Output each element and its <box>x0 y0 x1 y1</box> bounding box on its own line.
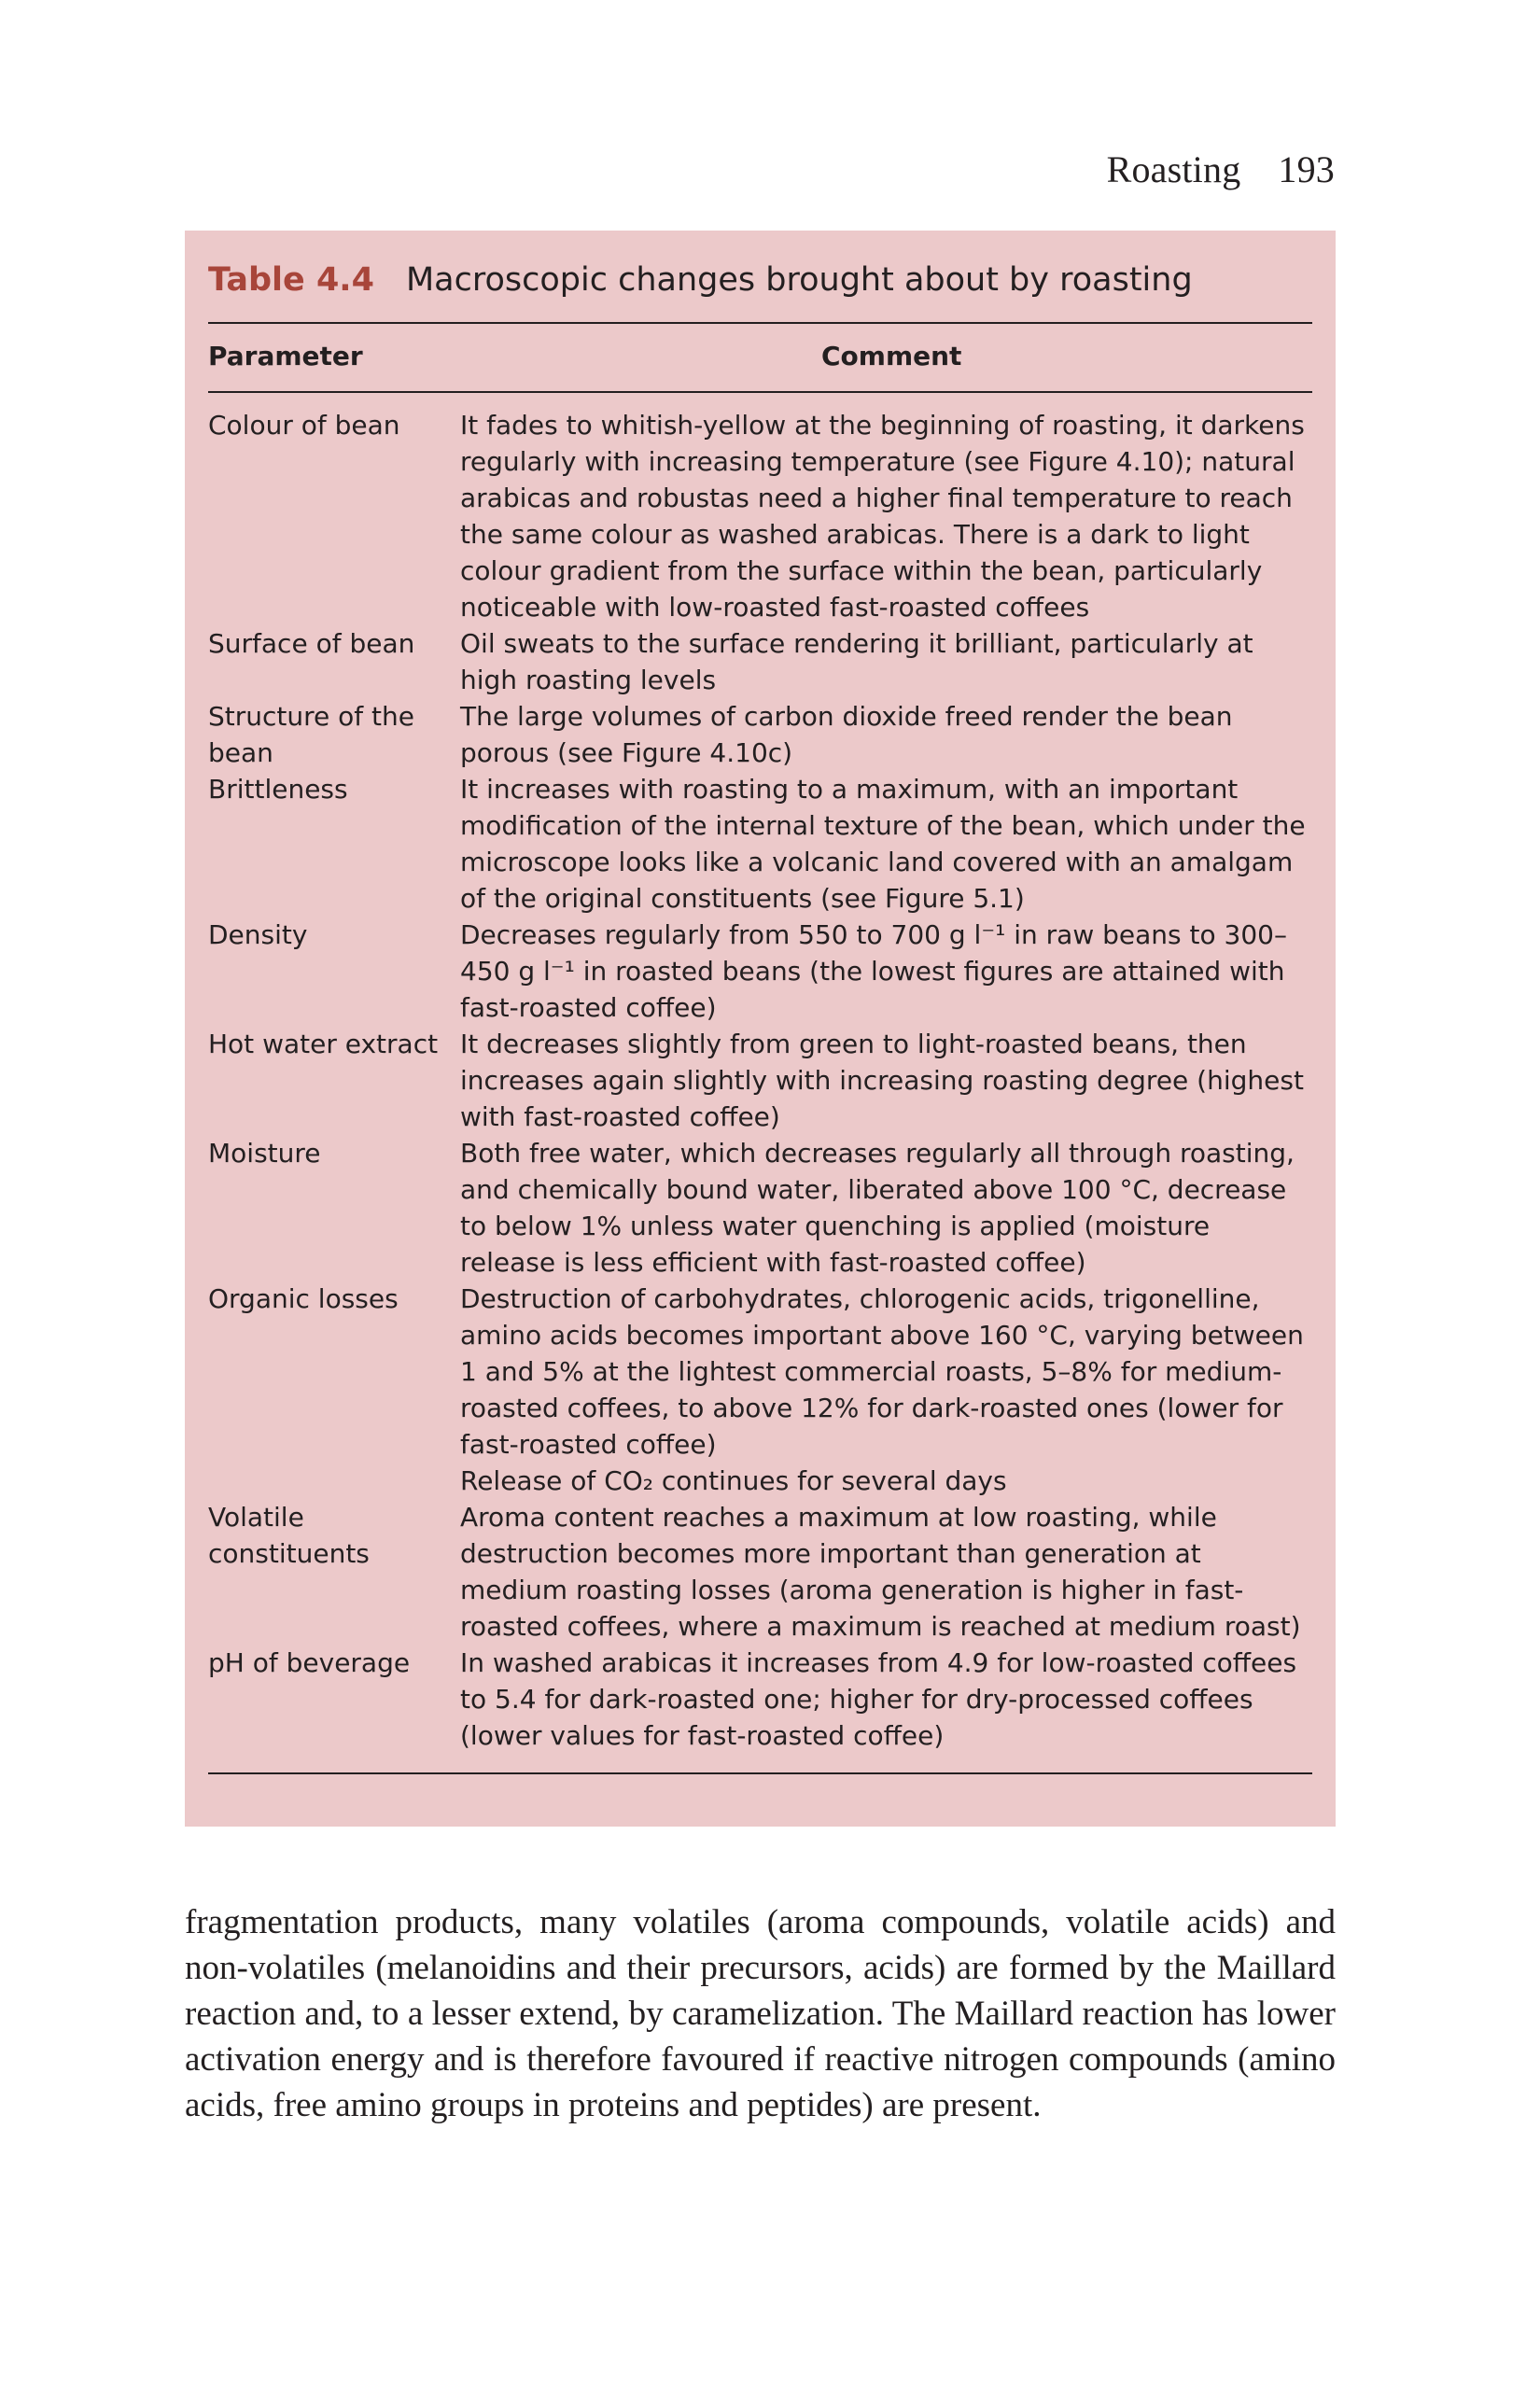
parameter-cell: pH of beverage <box>208 1647 411 1678</box>
parameter-cell: Colour of bean <box>208 410 400 441</box>
table-row <box>208 625 1312 698</box>
comment-cell: In washed arabicas it increases from 4.9 for low-roasted coffees to 5.4 for dark-roasted one; higher for dry-processed coffees (lower values for fast-roasted coffee) <box>460 1647 1297 1751</box>
table-row <box>208 698 1312 771</box>
table-row <box>208 1463 1312 1499</box>
table-row <box>208 1026 1312 1135</box>
comment-cell: The large volumes of carbon dioxide freed render the bean porous (see Figure 4.10c) <box>460 701 1233 768</box>
comment-cell: Decreases regularly from 550 to 700 g l⁻¹ in raw beans to 300–450 g l⁻¹ in roasted beans (the lowest figures are attained with fast-roasted coffee) <box>460 919 1287 1023</box>
page-number: 193 <box>1278 148 1335 190</box>
table-header-rule <box>208 391 1312 393</box>
comment-header: Comment <box>821 341 962 371</box>
comment-cell: It fades to whitish-yellow at the beginning of roasting, it darkens regularly with increasing temperature (see Figure 4.10); natural arabicas and robustas need a higher final temperature to reach the same colour as washed arabicas. There is a dark to light colour gradient from the surface within the bean, particularly noticeable with low-roasted fast-roasted coffees <box>460 410 1305 623</box>
table-caption-text: Macroscopic changes brought about by roasting <box>405 261 1193 299</box>
table-row <box>208 1281 1312 1463</box>
parameter-cell: Surface of bean <box>208 628 415 659</box>
parameter-cell: Organic losses <box>208 1283 399 1314</box>
comment-cell: Oil sweats to the surface rendering it brilliant, particularly at high roasting levels <box>460 628 1253 695</box>
running-head-title: Roasting <box>1106 148 1241 190</box>
comment-cell: Destruction of carbohydrates, chlorogenic acids, trigonelline, amino acids becomes important above 160 °C, varying between 1 and 5% at the lightest commercial roasts, 5–8% for medium-roasted coffees, to above 12% for dark-roasted ones (lower for fast-roasted coffee) <box>460 1283 1304 1460</box>
table-bottom-rule <box>208 1772 1312 1774</box>
parameter-cell <box>208 1463 460 1499</box>
table-row <box>208 771 1312 917</box>
comment-cell: It increases with roasting to a maximum, with an important modification of the internal texture of the bean, which under the microscope looks like a volcanic land covered with an amalgam of the original constituents (see Figure 5.1) <box>460 774 1306 914</box>
table-row <box>208 1645 1312 1754</box>
table-body <box>208 407 1312 1754</box>
table-row <box>208 1135 1312 1281</box>
comment-cell: Aroma content reaches a maximum at low roasting, while destruction becomes more important than generation at medium roasting losses (aroma generation is higher in fast-roasted coffees, where a maximum is reached at medium roast) <box>460 1502 1301 1642</box>
comment-cell: It decreases slightly from green to light-roasted beans, then increases again slightly with increasing roasting degree (highest with fast-roasted coffee) <box>460 1029 1304 1132</box>
table-row <box>208 917 1312 1026</box>
table-caption <box>208 261 1193 299</box>
parameter-cell: Moisture <box>208 1138 321 1169</box>
table-top-rule <box>208 322 1312 324</box>
table-row <box>208 407 1312 625</box>
parameter-cell: Structure of the bean <box>208 701 414 768</box>
parameter-cell: Brittleness <box>208 774 348 805</box>
comment-cell: Release of CO₂ continues for several days <box>460 1465 1007 1496</box>
comment-cell: Both free water, which decreases regularly all through roasting, and chemically bound water, liberated above 100 °C, decrease to below 1% unless water quenching is applied (moisture release is less efficient with fast-roasted coffee) <box>460 1138 1295 1278</box>
parameter-cell: Volatile constituents <box>208 1502 370 1569</box>
parameter-cell: Hot water extract <box>208 1029 439 1059</box>
table-label: Table 4.4 <box>208 261 374 299</box>
running-head <box>1107 147 1335 191</box>
table-row <box>208 1499 1312 1645</box>
parameter-cell: Density <box>208 919 308 950</box>
parameter-header: Parameter <box>208 341 363 371</box>
body-paragraph: fragmentation products, many volatiles (aroma compounds, volatile acids) and non-volatiles (melanoidins and their precursors, acids) are formed by the Maillard reaction and, to a lesser extend, by caramelization. The Maillard reaction has lower activation energy and is therefore favoured if reactive nitrogen compounds (amino acids, free amino groups in proteins and peptides) are present. <box>185 1903 1336 2124</box>
